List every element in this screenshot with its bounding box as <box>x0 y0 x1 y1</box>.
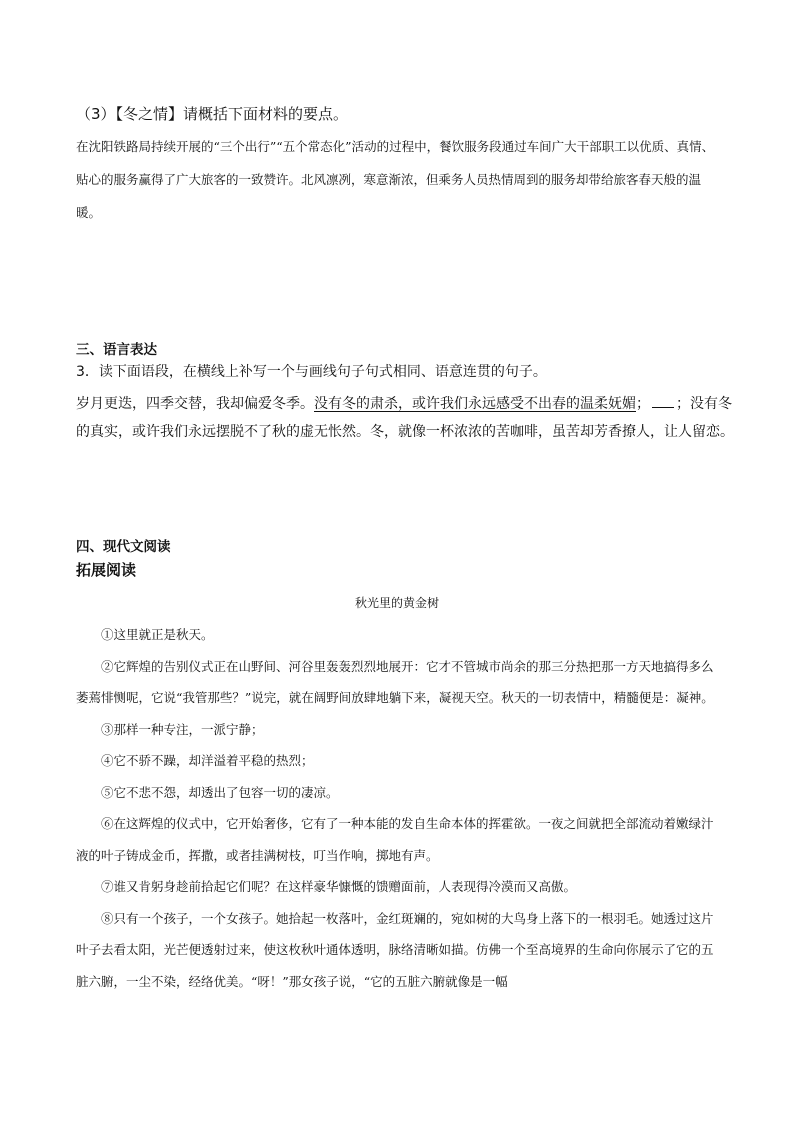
answer-blank[interactable] <box>652 393 674 408</box>
essay-paragraph: ⑤它不悲不怨，却透出了包容一切的凄凉。 <box>101 784 339 800</box>
underlined-sentence: 没有冬的肃杀，或许我们永远感受不出春的温柔妩媚 <box>314 396 636 412</box>
essay-paragraph: ⑥在这辉煌的仪式中，它开始奢侈，它有了一种本能的发自生命本体的挥霍欲。一夜之间就把全部流动着嫩绿汁液的叶子铸成金币，挥撒，或者挂满树枝，叮当作响，掷地有声。 <box>76 816 714 863</box>
essay-body <box>76 619 724 997</box>
essay-paragraph: ⑦谁又肯躬身趁前拾起它们呢？在这样豪华慷慨的馈赠面前，人表现得冷漠而又高傲。 <box>101 879 577 894</box>
question-3-instruction: 3．读下面语段，在横线上补写一个与画线句子句式相同、语意连贯的句子。 <box>76 364 547 380</box>
essay-paragraph: ⑧只有一个孩子，一个女孩子。她拾起一枚落叶，金红斑斓的，宛如树的大鸟身上落下的一根羽毛。她透过这片叶子去看太阳，光芒便透射过来，使这枚秋叶通体透明，脉络清晰如描。仿佛一个至高境界的生命向你展示了它的五脏六腑，一尘不染，经络优美。“呀！”那女孩子说，“它的五脏六腑就像是一幅 <box>76 910 714 989</box>
essay-paragraph: ④它不骄不躁，却洋溢着平稳的热烈； <box>101 753 314 768</box>
essay-paragraph: ②它辉煌的告别仪式正在山野间、河谷里轰轰烈烈地展开：它才不管城市尚余的那三分热把那一方天地搞得多么萎蔫悱恻呢，它说“我管那些？”说完，就在阔野间放肆地躺下来，凝视天空。秋天的一切表情中，精髓便是：凝神。 <box>76 658 714 705</box>
section-3-heading: 三、语言表达 <box>76 342 157 358</box>
language-paragraph-line-2: 的真实，或许我们永远摆脱不了秋的虚无怅然。冬，就像一杯浓浓的苦咖啡，虽苦却芳香撩人，让人留恋。 <box>76 424 734 440</box>
question-3-3-heading: （3）【冬之情】请概括下面材料的要点。 <box>76 105 349 123</box>
essay-paragraph: ③那样一种专注，一派宁静； <box>101 721 264 737</box>
language-paragraph-line-1 <box>76 390 732 418</box>
paragraph-start: 岁月更迭，四季交替，我却偏爱冬季。 <box>76 396 314 412</box>
semicolon: ； <box>636 396 650 412</box>
extended-reading-heading: 拓展阅读 <box>76 561 137 579</box>
paragraph-after-blank: ；没有冬 <box>676 396 732 412</box>
section-4-heading: 四、现代文阅读 <box>76 539 171 555</box>
essay-title: 秋光里的黄金树 <box>354 596 439 610</box>
essay-paragraph: ①这里就正是秋天。 <box>101 627 214 642</box>
winter-material-text: 在沈阳铁路局持续开展的“三个出行”“五个常态化”活动的过程中，餐饮服务段通过车间广大干部职工以优质、真情、贴心的服务赢得了广大旅客的一致赞许。北风凛冽，寒意渐浓，但乘务人员热情周到的服务却带给旅客春天般的温暖。 <box>76 139 715 220</box>
